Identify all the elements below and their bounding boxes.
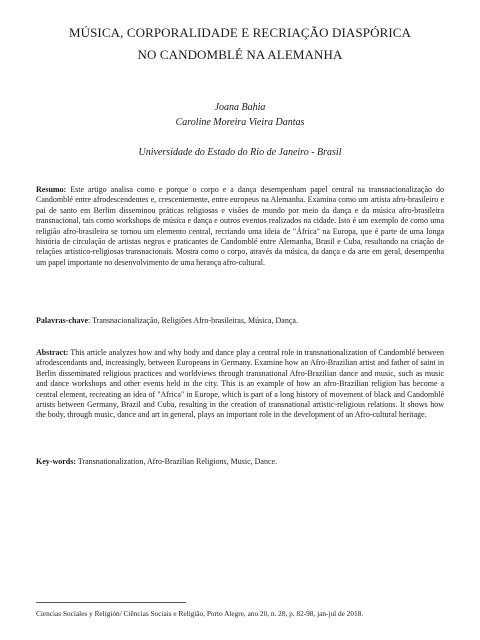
palavras-chave-text: : Transnacionalização, Religiões Afro-brasileiras, Música, Dança.	[88, 316, 298, 325]
palavras-chave-label: Palavras-chave	[36, 316, 88, 325]
author-list	[40, 100, 440, 130]
abstract-text: This article analyzes how and why body and dance play a central role in transnationalization of Candomblé between afrodescendants and, increasingly, between Europeans in Germany. Examine how an Afro-Brazilian artist and father of saint in Berlin disseminated religious practices and worldviews through transnational Afro-Brazilian dance and music, such as music and dance workshops and other events held in the city. This is an example of how an afro-Brazilian religion has become a central element, recreating an idea of "Africa" in Europe, which is part of a long history of movement of black and Candomblé artists between Germany, Brazil and Cuba, resulting in the creation of transnational artistic-religious relations. It shows how the body, through music, dance and art in general, plays an important role in the development of an Afro-cultural heritage.	[36, 348, 444, 420]
resumo-label: Resumo:	[36, 185, 67, 194]
affiliation: Universidade do Estado do Rio de Janeiro - Brasil	[138, 147, 342, 158]
resumo-paragraph	[36, 185, 444, 268]
keywords-paragraph	[36, 457, 444, 467]
abstract-label: Abstract:	[36, 348, 69, 357]
footer-divider	[36, 602, 186, 603]
resumo-text: Este artigo analisa como e porque o corpo e a dança desempenham papel central na transnacionalização do Candomblé entre afrodescendentes e, crescentemente, entre europeus na Alemanha. Examina como um artista afro-brasileiro e pai de santo em Berlim disseminou práticas religiosas e visões de mundo por meio da dança e da música afro-brasileira transnacional, tais como workshops de música e dança e outros eventos realizados na cidade. Isto é um exemplo de como uma religião afro-brasileira se tornou um elemento central, recriando uma ideia de "África" na Europa, que é parte de uma longa história de circulação de artistas negros e praticantes de Candomblé entre Alemanha, Brasil e Cuba, resultando na criação de relações artístico-religiosas transnacionais. Mostra como o corpo, através da música, da dança e da arte em geral, desempenha um papel importante no desenvolvimento de uma herança afro-cultural.	[36, 185, 444, 267]
author-name: Caroline Moreira Vieira Dantas	[175, 117, 305, 128]
paper-title-line-1: MÚSICA, CORPORALIDADE E RECRIAÇÃO DIASPÓRICA	[68, 25, 412, 40]
paper-title-line-2: NO CANDOMBLÉ NA ALEMANHA	[137, 47, 343, 62]
author-name: Joana Bahia	[214, 102, 266, 113]
palavras-chave-paragraph	[36, 316, 444, 326]
journal-footer: Ciencias Sociales y Religión/ Ciências Sociais e Religião, Porto Alegre, ano 20, n. 28, p. 82-98, jan-jul de 2018.	[36, 609, 364, 618]
paper-title	[40, 22, 440, 66]
keywords-label: Key-words:	[36, 457, 76, 466]
keywords-text: Transnationalization, Afro-Brazilian Religions, Music, Dance.	[76, 457, 278, 466]
abstract-paragraph	[36, 348, 444, 421]
